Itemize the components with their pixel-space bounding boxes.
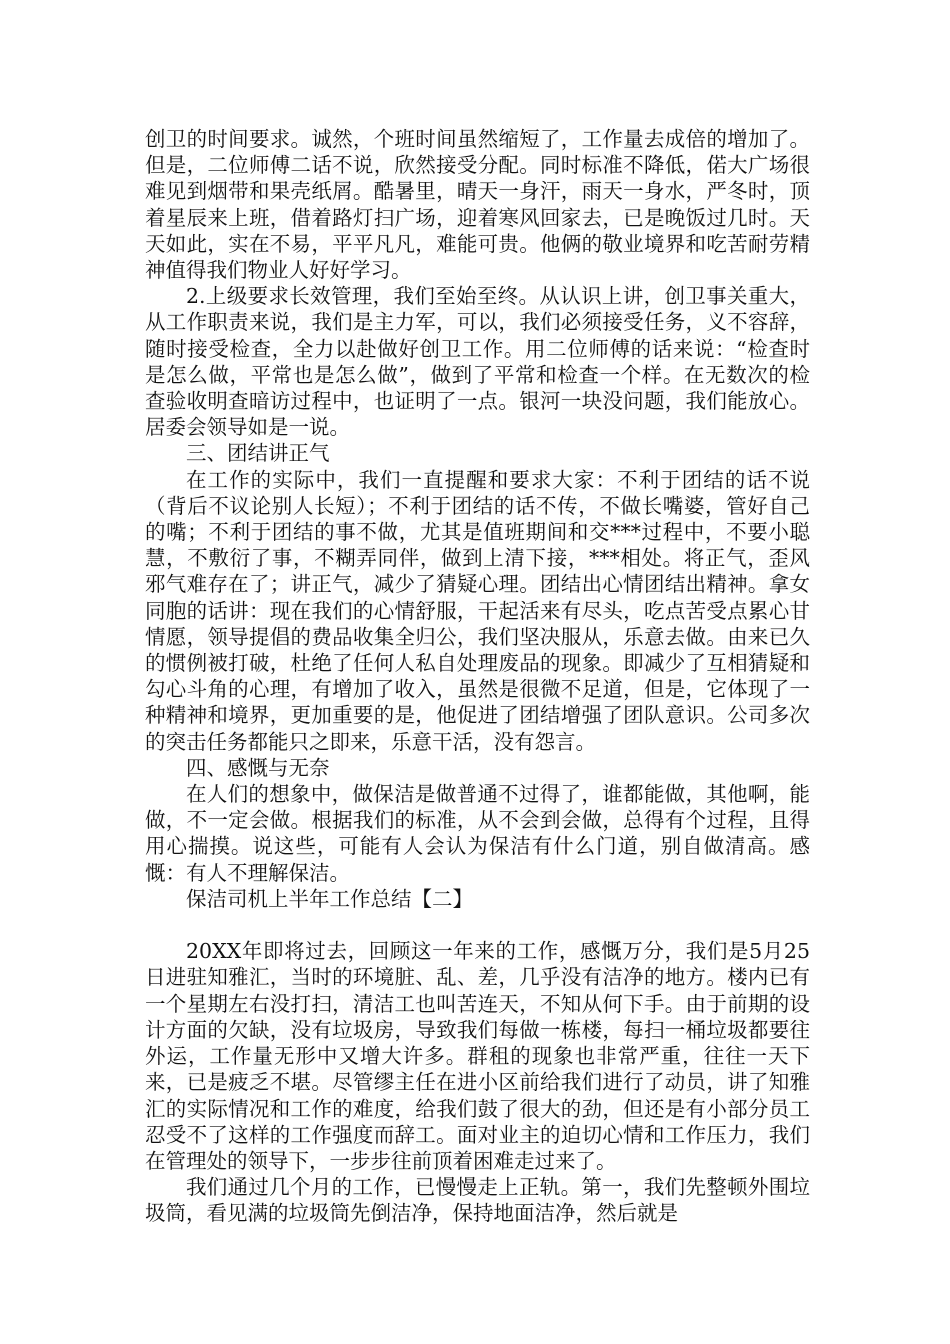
document-body: [145, 126, 810, 1227]
paragraph-unity: 在工作的实际中，我们一直提醒和要求大家：不利于团结的话不说（背后不议论别人长短）；不利于团结的话不传，不做长嘴婆，管好自己的嘴；不利于团结的事不做，尤其是值班期间和交***过程中，不要小聪慧，不敷衍了事，不糊弄同伴，做到上清下接，***相处。将正气，歪风邪气难存在了；讲正气，减少了猜疑心理。团结出心情团结出精神。拿女同胞的话讲：现在我们的心情舒服，干起活来有尽头，吃点苦受点累心甘情愿，领导提倡的费品收集全归公，我们坚决服从，乐意去做。由来已久的惯例被打破，杜绝了任何人私自处理废品的现象。即减少了互相猜疑和勾心斗角的心理，有增加了收入，虽然是很微不足道，但是，它体现了一种精神和境界，更加重要的是，他促进了团结增强了团队意识。公司多次的突击任务都能只之即来，乐意干活，没有怨言。: [145, 467, 810, 754]
section-heading-reflections: 四、感慨与无奈: [186, 755, 330, 780]
blank-line: [145, 912, 810, 938]
paragraph-long-term-management: 2.上级要求长效管理，我们至始至终。从认识上讲，创卫事关重大，从工作职责来说，我们是主力军，可以，我们必须接受任务，义不容辞，随时接受检查，全力以赴做好创卫工作。用二位师傅的话来说：“检查时是怎么做，平常也是怎么做”，做到了平常和检查一个样。在无数次的检查验收明查暗访过程中，也证明了一点。银河一块没问题，我们能放心。居委会领导如是一说。: [145, 284, 810, 440]
paragraph-reflections: 在人们的想象中，做保洁是做普通不过得了，谁都能做，其他啊，能做，不一定会做。根据我们的标准，从不会到会做，总得有个过程，且得用心揣摸。说这些，可能有人会认为保洁有什么门道，别自做清高。感慨：有人不理解保洁。: [145, 782, 810, 885]
section-heading-unity: 三、团结讲正气: [186, 441, 330, 466]
paragraph-work-hours: 创卫的时间要求。诚然，个班时间虽然缩短了，工作量去成倍的增加了。但是，二位师傅二话不说，欣然接受分配。同时标准不降低，偌大广场很难见到烟带和果壳纸屑。酷暑里，晴天一身汗，雨天一身水，严冬时，顶着星辰来上班，借着路灯扫广场，迎着寒风回家去，已是晚饭过几时。天天如此，实在不易，平平凡凡，难能可贵。他俩的敬业境界和吃苦耐劳精神值得我们物业人好好学习。: [145, 127, 810, 283]
paragraph-months-of-work: 我们通过几个月的工作，已慢慢走上正轨。第一，我们先整顿外围垃圾筒，看见满的垃圾筒先倒洁净，保持地面洁净，然后就是: [145, 1175, 810, 1226]
article-title-part-two: 保洁司机上半年工作总结【二】: [186, 886, 473, 911]
paragraph-year-review: 20XX年即将过去，回顾这一年来的工作，感慨万分，我们是5月25日进驻知雅汇，当时的环境脏、乱、差，几乎没有洁净的地方。楼内已有一个星期左右没打扫，清洁工也叫苦连天，不知从何下手。由于前期的设计方面的欠缺，没有垃圾房，导致我们每做一栋楼，每扫一桶垃圾都要往外运，工作量无形中又增大许多。群租的现象也非常严重，往往一天下来，已是疲乏不堪。尽管缪主任在进小区前给我们进行了动员，讲了知雅汇的实际情况和工作的难度，给我们鼓了很大的劲，但还是有小部分员工忍受不了这样的工作强度而辞工。面对业主的迫切心情和工作压力，我们在管理处的领导下，一步步往前顶着困难走过来了。: [145, 939, 810, 1173]
